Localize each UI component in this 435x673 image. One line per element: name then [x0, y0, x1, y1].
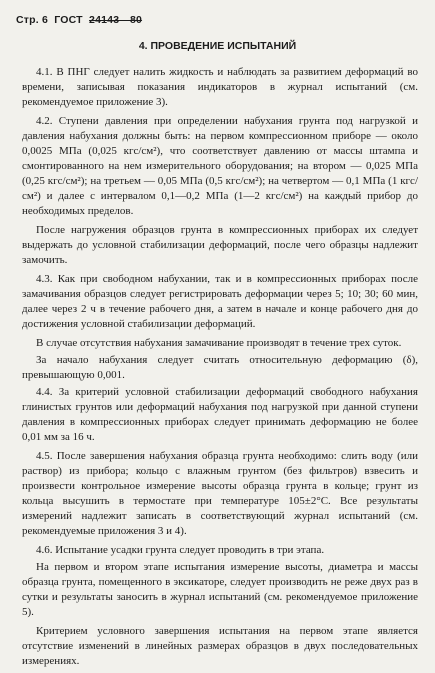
- paragraph-loading: После нагружения образцов грунта в компрессионных приборах их следует выдержать до условной стабилизации деформаций, после чего образцы надлежит замочить.: [22, 224, 418, 266]
- section-title: 4. ПРОВЕДЕНИЕ ИСПЫТАНИЙ: [138, 40, 297, 52]
- document-body: [22, 65, 418, 673]
- paragraph-4-4: 4.4. За критерий условной стабилизации деформаций свободного набухания глинистых грунтов или деформаций набухания под нагрузкой при данной ступени давления в компрессионных приборах следует принимать деформацию не более 0,01 мм за 16 ч.: [22, 386, 418, 443]
- standard-number: 24143—80: [89, 14, 143, 26]
- paragraph-stages-1-2: На первом и втором этапе испытания измерение высоты, диаметра и массы образца грунта, помещенного в эксикаторе, следует производить не реже двух раз в сутки и результаты заносить в журнал испытаний (см. рекомендуемое приложение 5).: [22, 561, 418, 618]
- paragraph-4-2: 4.2. Ступени давления при определении набухания грунта под нагрузкой и давления набухания должны быть: на первом компрессионном приборе — около 0,0025 МПа (0,025 кгс/см²), что соответствует давлению от массы штампа и смонтированного на нем измерительного оборудования; на втором — 0,025 МПа (0,25 кгс/см²); на третьем — 0,05 МПа (0,5 кгс/см²); на четвертом — 0,1 МПа (1 кгс/см²) и далее с интервалом 0,1—0,2 МПа (1—2 кгс/см²) на каждый прибор до необходимых пределов.: [22, 115, 418, 217]
- standard-prefix: ГОСТ: [54, 14, 83, 26]
- page-header: [16, 14, 142, 26]
- paragraph-4-3: 4.3. Как при свободном набухании, так и в компрессионных приборах после замачивания образцов следует регистрировать деформации через 5; 10; 30; 60 мин, далее через 2 ч в течение рабочего дня, а затем в начале и конце рабочего дня до достижения условной стабилизации деформаций.: [22, 273, 418, 330]
- paragraph-4-5: 4.5. После завершения набухания образца грунта необходимо: слить воду (или раствор) из прибора; кольцо с влажным грунтом (без фильтров) взвесить и произвести контрольное измерение высоты образца грунта в кольце; грунт из кольца высушить в термостате при температуре 105±2°С. Все результаты измерений надлежит записать в соответствующий журнал испытаний (см. рекомендуемые приложения 3 и 4).: [22, 450, 418, 537]
- paragraph-criterion: Критерием условного завершения испытания на первом этапе является отсутствие изменений в линейных размерах образцов в двух последовательных измерениях.: [22, 625, 418, 667]
- paragraph-no-swelling: В случае отсутствия набухания замачивание производят в течение трех суток.: [36, 337, 402, 349]
- paragraph-4-1: 4.1. В ПНГ следует налить жидкость и наблюдать за развитием деформаций во времени, записывая показания индикаторов в журнал испытаний (см. рекомендуемое приложение 3).: [22, 66, 418, 108]
- paragraph-swelling-start: За начало набухания следует считать относительную деформацию (δ), превышающую 0,001.: [22, 354, 418, 381]
- paragraph-4-6: 4.6. Испытание усадки грунта следует проводить в три этапа.: [36, 544, 325, 556]
- page-label: Стр. 6: [16, 14, 49, 26]
